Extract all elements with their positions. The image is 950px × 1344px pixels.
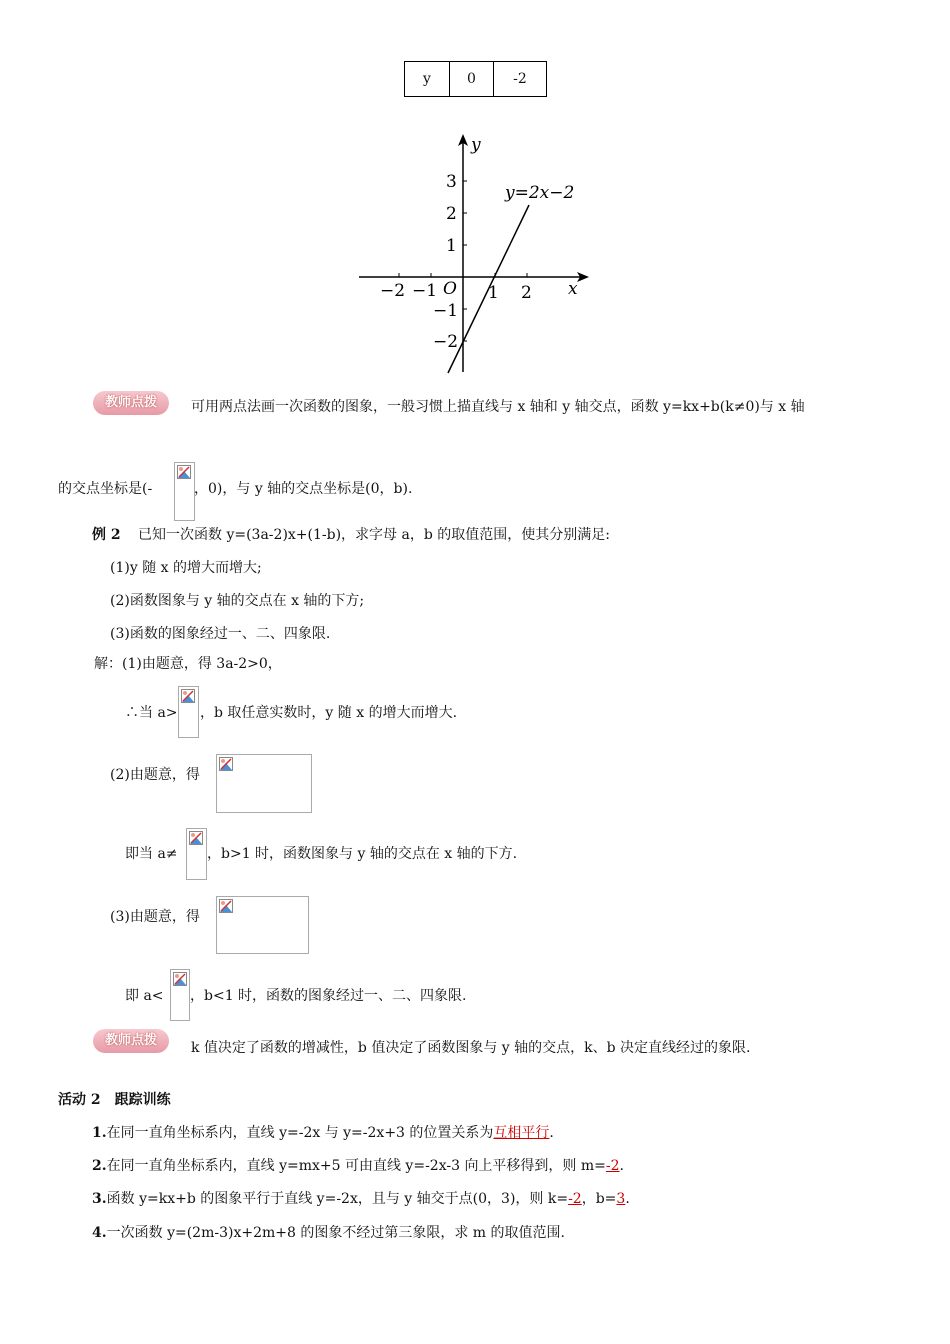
table-cell: 0 [450, 62, 494, 97]
question-1: (1)y 随 x 的增大而增大; [110, 560, 262, 576]
function-graph [355, 130, 595, 375]
broken-image-icon [189, 831, 203, 845]
broken-image-icon [219, 757, 233, 771]
exercise-text-mid: ，b= [581, 1191, 617, 1207]
solution-2b-post: ，b>1 时，函数图象与 y 轴的交点在 x 轴的下方. [207, 846, 518, 862]
exercise-answer: 3 [616, 1191, 626, 1207]
exercise-text: 在同一直角坐标系内，直线 y=-2x 与 y=-2x+3 的位置关系为 [106, 1125, 494, 1141]
exercise-text: 一次函数 y=(2m-3)x+2m+8 的图象不经过第三象限，求 m 的取值范围. [106, 1225, 565, 1241]
exercise-number: 3. [92, 1191, 107, 1207]
formula-image-placeholder [178, 686, 199, 738]
solution-3-pre: (3)由题意，得 [110, 909, 200, 925]
formula-image-placeholder [170, 969, 190, 1021]
y-axis-label: y [471, 135, 481, 155]
exercise-item [92, 1190, 630, 1208]
teacher-tip-badge: 教师点拨 [93, 391, 169, 415]
formula-image-placeholder [186, 828, 207, 880]
activity-title: 活动 2 跟踪训练 [58, 1092, 171, 1108]
exercise-number: 2. [92, 1158, 107, 1174]
tip1-line1: 可用两点法画一次函数的图象，一般习惯上描直线与 x 轴和 y 轴交点，函数 y=kx+b(k≠0)与 x 轴 [191, 399, 805, 415]
exercise-text: 在同一直角坐标系内，直线 y=mx+5 可由直线 y=-2x-3 向上平移得到，则 m= [106, 1158, 606, 1174]
broken-image-icon [177, 465, 191, 479]
exercise-item [92, 1124, 554, 1142]
solution-intro: 解：(1)由题意，得 3a-2>0， [94, 656, 282, 672]
solution-2b-pre: 即当 a≠ [125, 846, 178, 862]
exercise-answer: -2 [568, 1191, 582, 1207]
formula-image-placeholder [216, 754, 312, 813]
x-tick-label: 2 [521, 283, 532, 303]
x-tick-label: 1 [488, 283, 499, 303]
broken-image-icon [173, 972, 187, 986]
exercise-number: 4. [92, 1225, 107, 1241]
solution-3b-pre: 即 a< [125, 988, 164, 1004]
table-cell: y [405, 62, 450, 97]
x-tick-label: −2 [380, 281, 406, 301]
exercise-text-end: . [625, 1191, 630, 1207]
solution-2-pre: (2)由题意，得 [110, 767, 200, 783]
exercise-text: 函数 y=kx+b 的图象平行于直线 y=-2x，且与 y 轴交于点(0，3)，则 k= [106, 1191, 569, 1207]
tip2-text: k 值决定了函数的增减性，b 值决定了函数图象与 y 轴的交点，k、b 决定直线经过的象限. [191, 1040, 751, 1056]
y-tick-label: 3 [446, 172, 457, 192]
exercise-text-end: . [549, 1125, 554, 1141]
x-tick-label: −1 [412, 281, 438, 301]
broken-image-icon [181, 689, 195, 703]
y-tick-label: −2 [433, 332, 459, 352]
broken-image-icon [219, 899, 233, 913]
y-tick-label: 1 [446, 236, 457, 256]
tip1-line2-pre: 的交点坐标是(- [58, 481, 153, 497]
exercise-item [92, 1157, 624, 1175]
solution-1-post: ，b 取任意实数时，y 随 x 的增大而增大. [200, 705, 458, 721]
origin-label: O [443, 279, 457, 299]
table-cell: -2 [494, 62, 547, 97]
exercise-answer: 互相平行 [493, 1125, 550, 1141]
value-table [404, 61, 547, 97]
solution-3b-post: ，b<1 时，函数的图象经过一、二、四象限. [190, 988, 467, 1004]
question-2: (2)函数图象与 y 轴的交点在 x 轴的下方; [110, 593, 365, 609]
x-axis-label: x [568, 279, 578, 299]
tip1-line2-post: ，0)，与 y 轴的交点坐标是(0，b). [194, 481, 413, 497]
example-stem: 已知一次函数 y=(3a-2)x+(1-b)，求字母 a，b 的取值范围，使其分别满足: [138, 527, 610, 543]
y-tick-label: −1 [433, 301, 459, 321]
solution-1-pre: ∴当 a> [125, 705, 178, 721]
exercise-text-end: . [619, 1158, 624, 1174]
formula-image-placeholder [174, 462, 195, 521]
teacher-tip-badge: 教师点拨 [93, 1029, 169, 1053]
formula-image-placeholder [216, 896, 309, 954]
question-3: (3)函数的图象经过一、二、四象限. [110, 626, 331, 642]
table-row [405, 62, 547, 97]
example-label: 例 2 [92, 527, 121, 543]
exercise-item [92, 1224, 565, 1242]
y-tick-label: 2 [446, 204, 457, 224]
line-label: y=2x−2 [505, 183, 575, 203]
exercise-number: 1. [92, 1125, 107, 1141]
exercise-answer: -2 [605, 1158, 620, 1174]
